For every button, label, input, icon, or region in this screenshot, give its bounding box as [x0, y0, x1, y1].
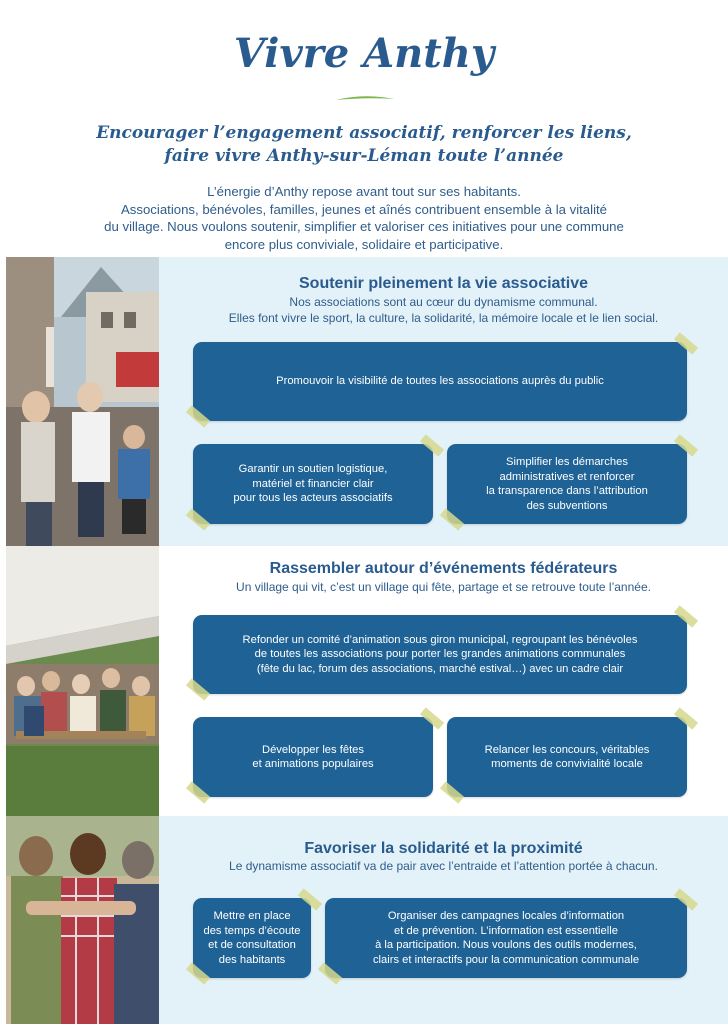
- intro-line: encore plus conviviale, solidaire et participative.: [224, 236, 504, 252]
- card-line: Garantir un soutien logistique,: [238, 463, 388, 476]
- card-line: (fête du lac, forum des associations, marché estival…) avec un cadre clair: [256, 662, 624, 675]
- card-line: pour tous les acteurs associatifs: [233, 492, 393, 505]
- subtitle-line: Elles font vivre le sport, la culture, la solidarité, la mémoire locale et le lien social.: [228, 311, 659, 325]
- section-subtitle: [169, 579, 718, 595]
- card-line: et de consultation: [208, 939, 296, 951]
- card-line: matériel et financier clair: [252, 477, 374, 490]
- action-card: [325, 898, 687, 978]
- section-events: [159, 546, 728, 816]
- subtitle-line: faire vivre Anthy-sur-Léman toute l’année: [164, 146, 564, 166]
- photo-market-crowd: [6, 257, 159, 546]
- section-title: Rassembler autour d’événements fédérateurs: [269, 560, 618, 577]
- card-line: clairs et interactifs pour la communication communale: [372, 953, 640, 966]
- card-line: Promouvoir la visibilité de toutes les associations auprès du public: [276, 375, 604, 388]
- action-card: [193, 717, 433, 797]
- section-subtitle: [169, 858, 718, 874]
- section-title: Soutenir pleinement la vie associative: [299, 275, 588, 292]
- section-subtitle: [169, 294, 718, 326]
- card-line: des subventions: [526, 499, 608, 512]
- card-line: moments de convivialité locale: [491, 758, 643, 770]
- section-associations: [159, 257, 728, 546]
- card-line: de toutes les associations pour porter les grandes animations communales: [254, 648, 626, 661]
- intro-line: L’énergie d’Anthy repose avant tout sur ses habitants.: [207, 184, 521, 199]
- page-subtitle: [0, 122, 728, 168]
- card-line: Développer les fêtes: [262, 743, 364, 756]
- subtitle-line: Le dynamisme associatif va de pair avec l’entraide et l’attention portée à chacun.: [229, 859, 658, 873]
- intro-paragraph: [36, 183, 692, 253]
- card-line: à la participation. Nous voulons des outils modernes,: [375, 939, 637, 951]
- action-card: [447, 717, 687, 797]
- section-solidarity: [159, 816, 728, 1024]
- card-line: des habitants: [218, 953, 286, 966]
- action-card: [193, 898, 311, 978]
- action-card: [447, 444, 687, 524]
- subtitle-line: Nos associations sont au cœur du dynamisme communal.: [289, 295, 598, 309]
- subtitle-line: Encourager l’engagement associatif, renforcer les liens,: [96, 123, 632, 143]
- action-card: [193, 444, 433, 524]
- card-line: Mettre en place: [213, 910, 291, 922]
- card-line: Organiser des campagnes locales d’information: [387, 910, 625, 922]
- section-title: Favoriser la solidarité et la proximité: [304, 840, 583, 857]
- green-swash-ornament: [334, 94, 396, 104]
- action-card: [193, 342, 687, 421]
- card-line: Refonder un comité d’animation sous giron municipal, regroupant les bénévoles: [242, 633, 638, 646]
- card-line: des temps d’écoute: [203, 924, 301, 937]
- photo-festival-tent: [6, 546, 159, 816]
- photo-people-embracing: [6, 816, 159, 1024]
- intro-line: du village. Nous voulons soutenir, simplifier et valoriser ces initiatives pour une commune: [104, 219, 624, 234]
- intro-line: Associations, bénévoles, familles, jeunes et aînés contribuent ensemble à la vitalité: [120, 201, 607, 217]
- card-line: et de prévention. L’information est essentielle: [394, 924, 618, 937]
- subtitle-line: Un village qui vit, c’est un village qui fête, partage et se retrouve toute l’année.: [236, 580, 651, 594]
- card-line: et animations populaires: [252, 758, 374, 770]
- card-line: Simplifier les démarches: [506, 456, 628, 468]
- card-line: administratives et renforcer: [499, 470, 635, 483]
- card-line: la transparence dans l’attribution: [486, 485, 648, 497]
- page-title: Vivre Anthy: [233, 30, 495, 77]
- action-card: [193, 615, 687, 694]
- card-line: Relancer les concours, véritables: [484, 743, 650, 756]
